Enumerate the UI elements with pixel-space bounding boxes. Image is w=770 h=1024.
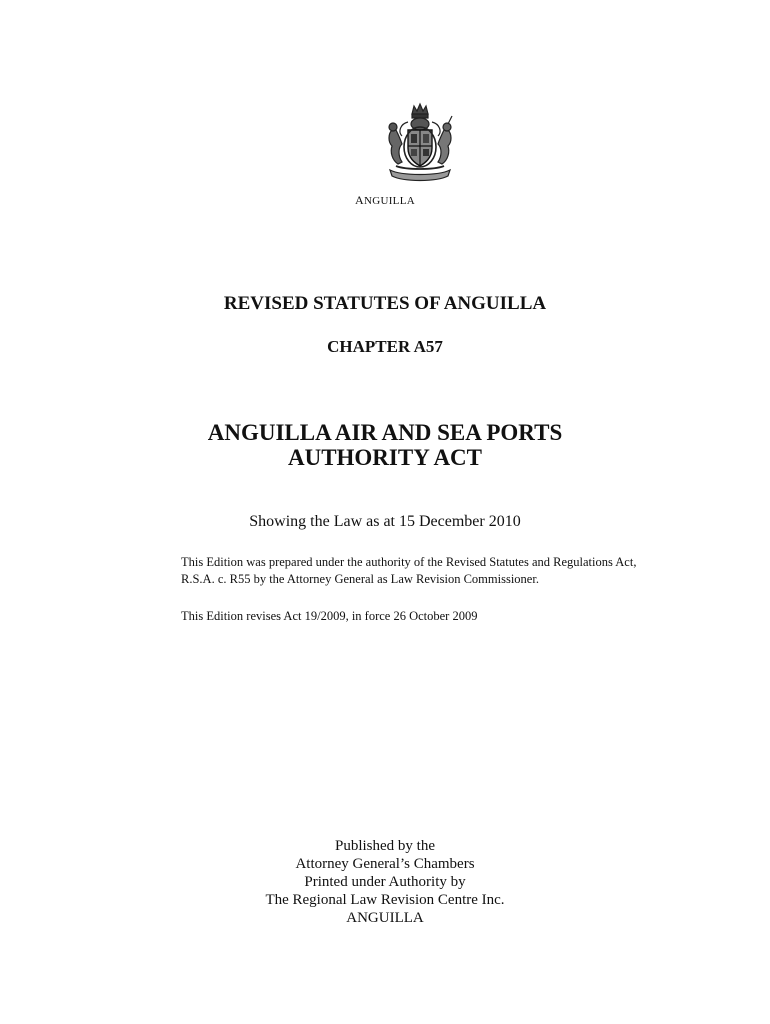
chapter-number: CHAPTER A57 bbox=[327, 337, 443, 356]
revision-note: This Edition revises Act 19/2009, in force 26 October 2009 bbox=[181, 609, 478, 623]
publisher-block bbox=[0, 837, 770, 927]
statutes-title: REVISED STATUTES OF ANGUILLA bbox=[223, 293, 547, 314]
edition-note-line-2: R.S.A. c. R55 by the Attorney General as Law Revision Commissioner. bbox=[181, 572, 539, 586]
edition-note bbox=[181, 554, 661, 588]
showing-law-date: Showing the Law as at 15 December 2010 bbox=[249, 513, 521, 530]
country-header bbox=[0, 193, 770, 208]
act-title-line-1: ANGUILLA AIR AND SEA PORTS bbox=[207, 420, 563, 445]
publisher-line-1: Published by the bbox=[335, 838, 435, 854]
country-initial: A bbox=[355, 193, 364, 207]
publisher-line-4: The Regional Law Revision Centre Inc. bbox=[265, 892, 505, 908]
publisher-line-3: Printed under Authority by bbox=[304, 874, 466, 890]
country-rest: NGUILLA bbox=[363, 195, 415, 207]
publisher-line-2: Attorney General’s Chambers bbox=[295, 856, 475, 872]
royal-coat-of-arms-icon bbox=[378, 100, 462, 184]
publisher-line-5: ANGUILLA bbox=[346, 910, 424, 926]
act-title-line-2: AUTHORITY ACT bbox=[287, 445, 483, 470]
edition-note-line-1: This Edition was prepared under the authority of the Revised Statutes and Regulations Act, bbox=[181, 555, 637, 569]
act-title bbox=[0, 420, 770, 470]
